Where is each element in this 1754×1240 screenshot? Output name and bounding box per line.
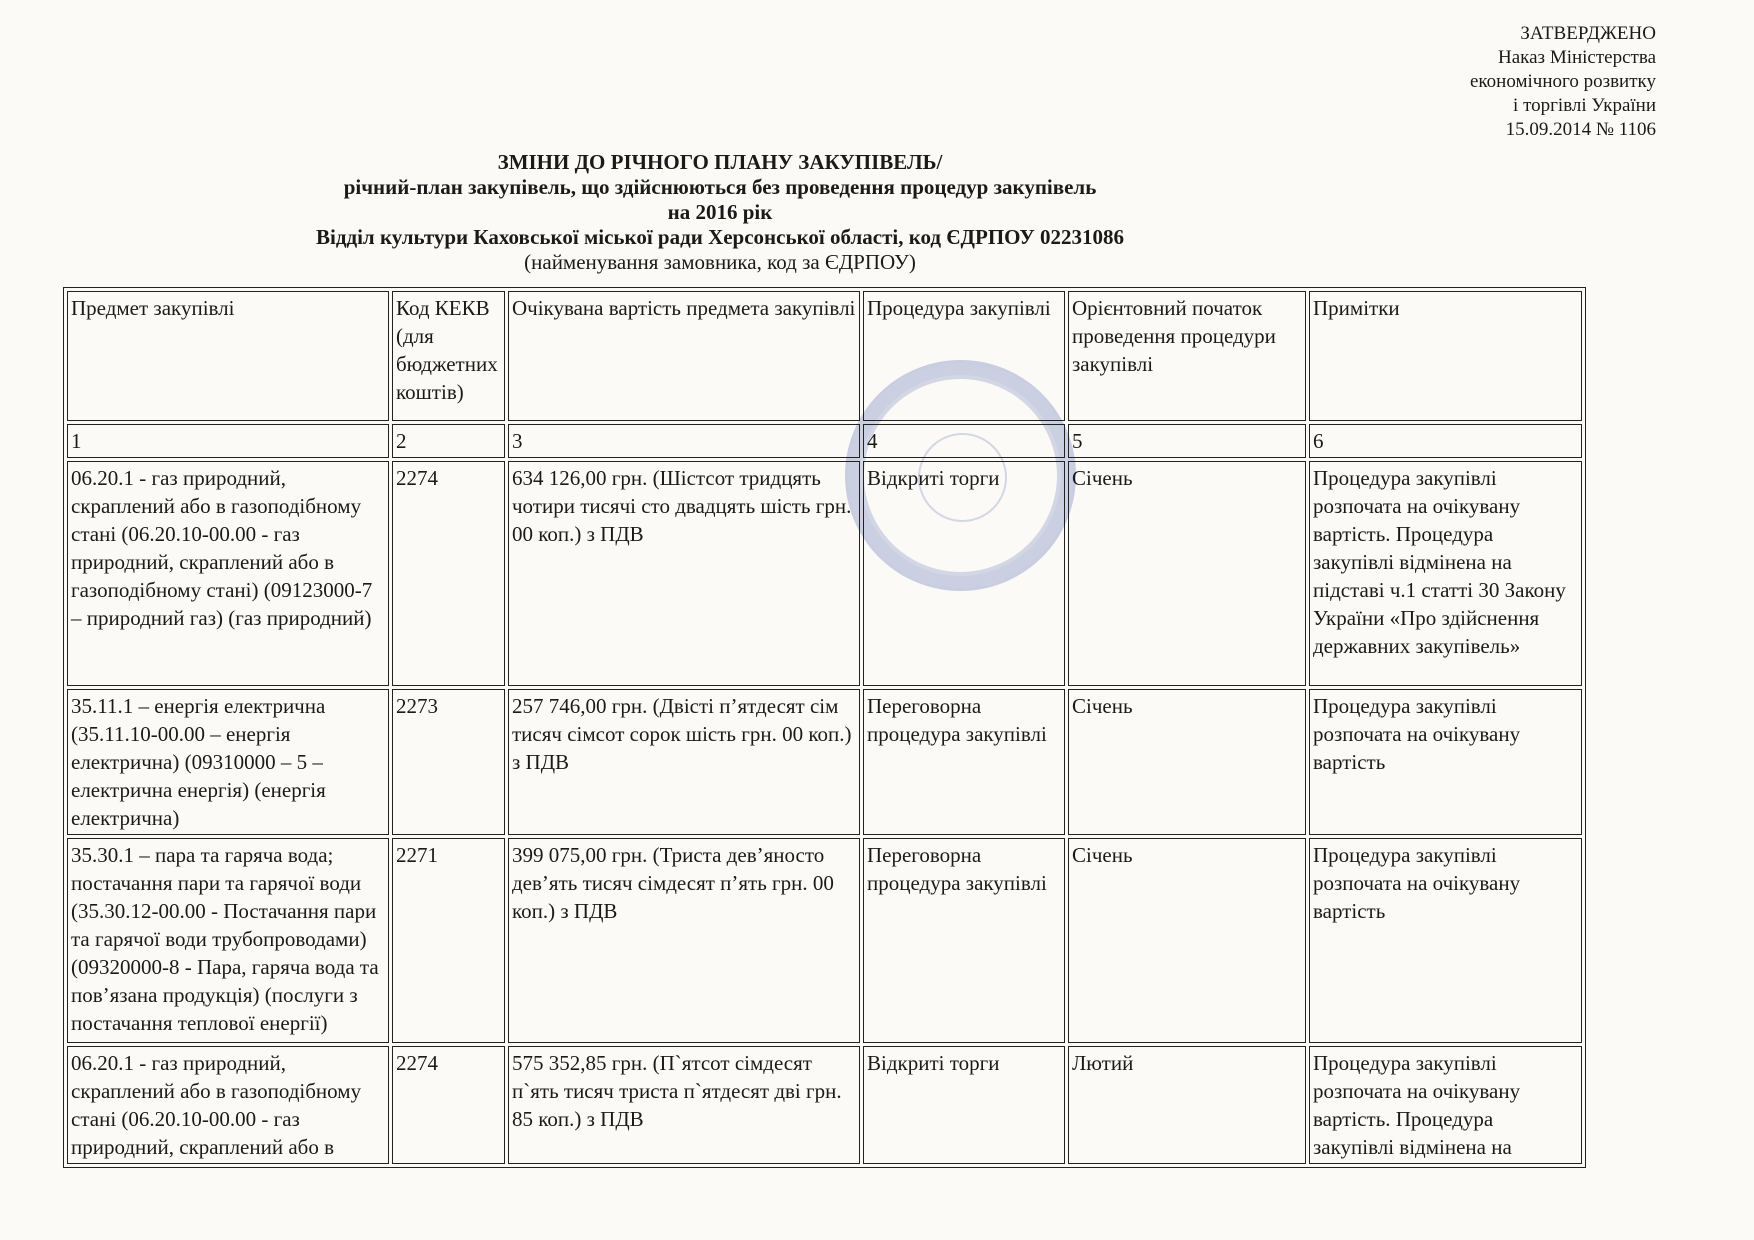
cost-cell: 634 126,00 грн. (Шістсот тридцять чотири тисячі сто двадцять шість грн. 00 коп.) з ПДВ xyxy=(508,461,860,686)
number-cell: 5 xyxy=(1068,424,1306,458)
kekv-cell: 2273 xyxy=(392,689,505,835)
start-cell: Лютий xyxy=(1068,1046,1306,1164)
procedure-cell: Відкриті торги xyxy=(863,1046,1065,1164)
plan-year: на 2016 рік xyxy=(667,200,773,224)
notes-cell: Процедура закупівлі розпочата на очікувану вартість. Процедура закупівлі відмінена на підставі ч.1 статті 30 Закону України «Про здійснення державних закупівель» xyxy=(1309,461,1582,686)
cost-cell: 399 075,00 грн. (Триста дев’яносто дев’ять тисяч сімдесят п’ять грн. 00 коп.) з ПДВ xyxy=(508,838,860,1043)
number-cell: 2 xyxy=(392,424,505,458)
approval-line: 15.09.2014 № 1106 xyxy=(1505,119,1656,140)
cost-cell: 257 746,00 грн. (Двісті п’ятдесят сім тисяч сімсот сорок шість грн. 00 коп.) з ПДВ xyxy=(508,689,860,835)
number-cell: 1 xyxy=(67,424,389,458)
document-subtitle: річний-план закупівель, що здійснюються без проведення процедур закупівель xyxy=(343,175,1097,199)
header-cell: Предмет закупівлі xyxy=(67,291,389,421)
header-cell: Код КЕКВ (для бюджетних коштів) xyxy=(392,291,505,421)
approval-line: ЗАТВЕРДЖЕНО xyxy=(1520,23,1656,44)
notes-cell: Процедура закупівлі розпочата на очікувану вартість xyxy=(1309,689,1582,835)
header-cell: Примітки xyxy=(1309,291,1582,421)
procedure-cell: Відкриті торги xyxy=(863,461,1065,686)
kekv-cell: 2274 xyxy=(392,1046,505,1164)
start-cell: Січень xyxy=(1068,689,1306,835)
subject-cell: 35.11.1 – енергія електрична (35.11.10-00.00 – енергія електрична) (09310000 – 5 – електрична енергія) (енергія електрична) xyxy=(67,689,389,835)
table-row xyxy=(67,838,1582,1043)
procurement-table xyxy=(63,287,1586,1168)
procedure-cell: Переговорна процедура закупівлі xyxy=(863,689,1065,835)
subject-cell: 06.20.1 - газ природний, скраплений або в газоподібному стані (06.20.10-00.00 - газ природний, скраплений або в xyxy=(67,1046,389,1164)
header-cell: Очікувана вартість предмета закупівлі xyxy=(508,291,860,421)
document-heading xyxy=(0,150,1440,275)
start-cell: Січень xyxy=(1068,461,1306,686)
kekv-cell: 2274 xyxy=(392,461,505,686)
customer-caption: (найменування замовника, код за ЄДРПОУ) xyxy=(524,250,916,274)
notes-cell: Процедура закупівлі розпочата на очікувану вартість. Процедура закупівлі відмінена на xyxy=(1309,1046,1582,1164)
table-row xyxy=(67,461,1582,686)
document-title: ЗМІНИ ДО РІЧНОГО ПЛАНУ ЗАКУПІВЕЛЬ/ xyxy=(497,150,943,174)
procedure-cell: Переговорна процедура закупівлі xyxy=(863,838,1065,1043)
table-row xyxy=(67,1046,1582,1164)
kekv-cell: 2271 xyxy=(392,838,505,1043)
number-cell: 4 xyxy=(863,424,1065,458)
subject-cell: 35.30.1 – пара та гаряча вода; постачання пари та гарячої води (35.30.12-00.00 - Постачання пари та гарячої води трубопроводами) (09320000-8 - Пара, гаряча вода та пов’язана продукція) (послуги з постачання теплової енергії) xyxy=(67,838,389,1043)
approval-line: Наказ Міністерства xyxy=(1498,47,1656,68)
approval-block xyxy=(1470,22,1656,142)
number-row xyxy=(67,424,1582,458)
header-cell: Орієнтовний початок проведення процедури закупівлі xyxy=(1068,291,1306,421)
approval-line: економічного розвитку xyxy=(1469,71,1656,92)
table-row xyxy=(67,689,1582,835)
customer-name: Відділ культури Каховської міської ради Херсонської області, код ЄДРПОУ 02231086 xyxy=(316,225,1124,249)
number-cell: 6 xyxy=(1309,424,1582,458)
subject-cell: 06.20.1 - газ природний, скраплений або в газоподібному стані (06.20.10-00.00 - газ природний, скраплений або в газоподібному стані) (09123000-7 – природний газ) (газ природний) xyxy=(67,461,389,686)
notes-cell: Процедура закупівлі розпочата на очікувану вартість xyxy=(1309,838,1582,1043)
start-cell: Січень xyxy=(1068,838,1306,1043)
header-cell: Процедура закупівлі xyxy=(863,291,1065,421)
header-row xyxy=(67,291,1582,421)
approval-line: і торгівлі України xyxy=(1513,95,1656,116)
cost-cell: 575 352,85 грн. (П`ятсот сімдесят п`ять тисяч триста п`ятдесят дві грн. 85 коп.) з ПДВ xyxy=(508,1046,860,1164)
number-cell: 3 xyxy=(508,424,860,458)
